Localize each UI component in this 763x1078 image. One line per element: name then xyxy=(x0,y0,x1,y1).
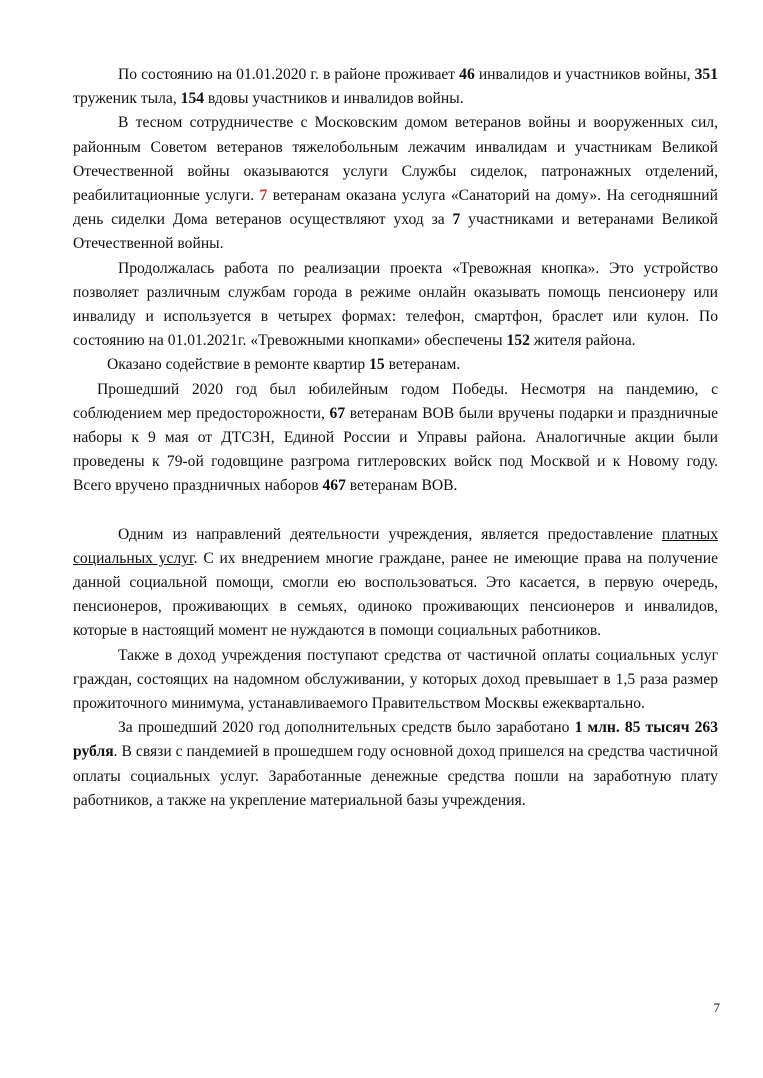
paragraph-earnings xyxy=(73,716,718,813)
text: Оказано содействие в ремонте квартир xyxy=(107,356,370,374)
number-widows: 154 xyxy=(180,90,205,108)
number-care-veterans: 7 xyxy=(452,211,461,229)
number-home-front-workers: 351 xyxy=(694,66,718,83)
number-sanatorium-veterans: 7 xyxy=(259,187,268,205)
number-holiday-sets: 467 xyxy=(322,477,346,495)
text: В тесном сотрудничестве с Московским домом ветеранов войны и вооруженных сил, районным Советом ветеранов тяжелобольным лежачим инвалидам и участникам Великой Отечественной войны оказываются услуги Службы сиделок, патронажных отделений, реабилитационные услуги. xyxy=(73,114,718,205)
paragraph-cooperation xyxy=(73,111,718,256)
paragraph-paid-services xyxy=(73,523,718,644)
number-residents: 152 xyxy=(506,332,530,350)
number-repairs: 15 xyxy=(369,356,385,374)
text: жителя района. xyxy=(529,332,636,350)
document-body xyxy=(73,63,718,813)
text: инвалидов и участников войны, xyxy=(474,66,695,83)
text: По состоянию на 01.01.2020 г. в районе проживает xyxy=(118,66,460,83)
paragraph-alarm-button xyxy=(73,257,718,354)
amount-earned: 1 млн. 85 тысяч 263 рубля xyxy=(73,719,718,761)
text: ветеранам ВОВ были вручены подарки и праздничные наборы к 9 мая от ДТСЗН, Единой России и Управы района. Аналогичные акции были проведены к 79-ой годовщине разгрома гитлеровских войск под Москвой и к Новому году. Всего вручено праздничных наборов xyxy=(73,404,718,495)
text: участниками и ветеранами Великой Отечественной войны. xyxy=(73,211,718,253)
text: Одним из направлений деятельности учреждения, является предоставление xyxy=(118,525,662,543)
number-disabled-veterans: 46 xyxy=(459,66,475,83)
text: ветеранам оказана услуга «Санаторий на дому». На сегодняшний день сиделки Дома ветеранов осуществляют уход за xyxy=(73,187,718,229)
paragraph-gap xyxy=(73,499,718,523)
number-gift-veterans: 67 xyxy=(329,404,346,422)
text: . В связи с пандемией в прошедшем году основной доход пришелся на средства частичной оплаты социальных услуг. Заработанные денежные средства пошли на заработную плату работников, а также на укрепление материальной базы учреждения. xyxy=(73,743,718,809)
text: ветеранам ВОВ. xyxy=(345,477,458,495)
paragraph-veterans-count xyxy=(73,63,718,111)
text: ветеранам. xyxy=(384,356,461,374)
text: вдовы участников и инвалидов войны. xyxy=(204,90,464,108)
paragraph-victory-year xyxy=(73,378,718,499)
underlined-term: платных социальных услуг xyxy=(73,525,718,567)
text: Продолжалась работа по реализации проекта «Тревожная кнопка». Это устройство позволяет различным службам города в режиме онлайн оказывать помощь пенсионеру или инвалиду и используется в четырех формах: телефон, смартфон, браслет или кулон. По состоянию на 01.01.2021г. «Тревожными кнопками» обеспечены xyxy=(73,259,718,350)
paragraph-income xyxy=(73,644,718,717)
text: . С их внедрением многие граждане, ранее не имеющие права на получение данной социальной помощи, смогли ею воспользоваться. Это касается, в первую очередь, пенсионеров, проживающих в семьях, одиноко проживающих пенсионеров и инвалидов, которые в настоящий момент не нуждаются в помощи социальных работников. xyxy=(73,549,718,640)
text: труженик тыла, xyxy=(73,90,181,108)
text: Прошедший 2020 год был юбилейным годом Победы. Несмотря на пандемию, с соблюдением мер предосторожности, xyxy=(73,380,718,422)
text: Также в доход учреждения поступают средства от частичной оплаты социальных услуг граждан, состоящих на надомном обслуживании, у которых доход превышает в 1,5 раза размер прожиточного минимума, устанавливаемого Правительством Москвы ежеквартально. xyxy=(73,646,718,713)
page-number: 7 xyxy=(713,1000,720,1015)
paragraph-repairs xyxy=(73,353,718,377)
text: За прошедший 2020 год дополнительных средств было заработано xyxy=(118,719,575,737)
